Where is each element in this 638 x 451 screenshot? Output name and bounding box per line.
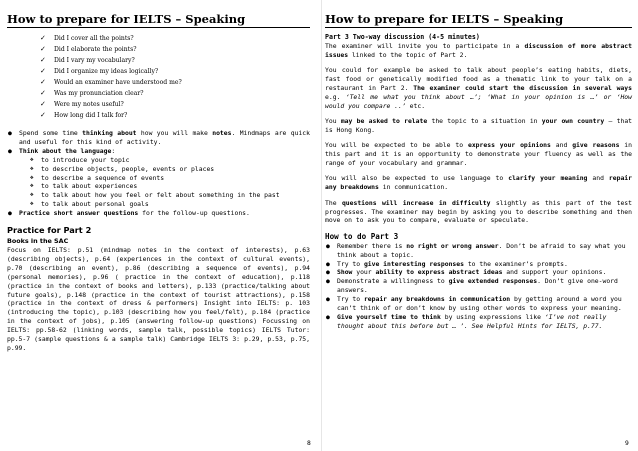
page-header: How to prepare for IELTS – Speaking xyxy=(325,12,632,28)
checklist-item: ✓ Would an examiner have understood me? xyxy=(40,78,182,86)
how-to-item: ● Give yourself time to think by using expressions like ‘I’ve not really thought about this before but … ’. See Helpful Hints for IELTS, p.77. xyxy=(326,313,607,330)
checkmark-icon: ✓ xyxy=(40,100,46,108)
paragraph: You will also be expected to use language to clarify your meaning and repair any breakdowns in communication. xyxy=(325,174,632,192)
part3-body xyxy=(325,42,632,225)
checkmark-icon: ✓ xyxy=(40,111,46,119)
checklist-item: ✓ How long did I talk for? xyxy=(40,111,128,119)
tip-language: ● Think about the language: ❖ to introduce your topic ❖ to describe objects, people, events or places ❖ to describe a sequence of events ❖ to talk about experiences ❖ to talk about how you feel or felt about something in the past ❖ to talk about personal goals xyxy=(7,147,310,209)
checklist-item: ✓ Were my notes useful? xyxy=(40,100,124,108)
paragraph: You will be expected to be able to express your opinions and give reasons in this part and it is an opportunity to demonstrate your fluency as well as the range of your vocabulary and grammar. xyxy=(325,141,633,168)
tip-short-answers: ● Practice short answer questions for the follow-up questions. xyxy=(8,209,250,218)
books-section xyxy=(7,237,310,353)
language-item: ❖ to describe objects, people, events or places xyxy=(30,164,215,173)
bullet-icon: ● xyxy=(326,259,330,268)
diamond-icon: ❖ xyxy=(30,200,34,208)
checkmark-icon: ✓ xyxy=(40,45,46,53)
practice-title: Practice for Part 2 xyxy=(7,225,92,236)
language-item: ❖ to introduce your topic xyxy=(30,155,130,164)
page-number: 8 xyxy=(307,440,311,447)
how-to-item: ● Demonstrate a willingness to give extended responses. Don’t give one-word answers. xyxy=(326,277,618,295)
checklist-item: ✓ Did I cover all the points? xyxy=(40,34,134,42)
bullet-icon: ● xyxy=(326,295,330,304)
bullet-icon: ● xyxy=(326,268,330,277)
checklist-item: ✓ Was my pronunciation clear? xyxy=(40,89,144,97)
how-to-title: How to do Part 3 xyxy=(325,231,399,241)
how-to-item: ● Remember there is no right or wrong answer. Don’t be afraid to say what you think about a topic. xyxy=(326,241,626,259)
diamond-icon: ❖ xyxy=(30,155,34,163)
checkmark-icon: ✓ xyxy=(40,78,46,86)
page-9 xyxy=(323,0,638,451)
paragraph: The questions will increase in difficulty slightly as this part of the test progresses. The examiner may begin by asking you to describe something and then move on to ask you to compare, evaluate or speculate. xyxy=(325,198,632,225)
diamond-icon: ❖ xyxy=(30,182,34,190)
language-item: ❖ to talk about personal goals xyxy=(30,200,149,209)
checklist-item: ✓ Did I organize my ideas logically? xyxy=(40,67,159,75)
self-check-list xyxy=(7,33,310,121)
diamond-icon: ❖ xyxy=(30,164,34,172)
page-number: 9 xyxy=(625,440,629,447)
checkmark-icon: ✓ xyxy=(40,89,46,97)
how-to-item: ● Try to give interesting responses to the examiner’s prompts. xyxy=(326,259,568,268)
diamond-icon: ❖ xyxy=(30,173,34,181)
paragraph: The examiner will invite you to participate in a discussion of more abstract issues linked to the topic of Part 2. xyxy=(325,42,632,59)
books-text: Focus on IELTS: p.51 (mindmap notes in the context of interests), p.63 (describing objects), p.64 (experiences in the context of cultural events), p.70 (describing an event), p.86 (describing a sequence of events), p.94 (personal memories), p.96 ( practice in the context of education), p.118 (practice in the context of books and letters), p.133 (practice/talking about future goals), p.148 (practice in the context of tourist attractions), p.158 (practice in the context of dress & performers) Insight into IELTS: p. 103 (introducing the topic), p.103 (describing how you feel/felt), p.104 (practice in the context of jobs), p.105 (answering follow-up questions) Focussing on IELTS: pp.58-62 (linking words, sample talk, possible topics) IELTS Tutor: pp.5-7 (sample questions & a sample talk) Cambridge IELTS 3: p.29, p.53, p.75, p.99. xyxy=(7,245,310,352)
bullet-icon: ● xyxy=(8,209,12,218)
page-header: How to prepare for IELTS – Speaking xyxy=(7,12,310,28)
checkmark-icon: ✓ xyxy=(40,56,46,64)
bullet-icon: ● xyxy=(326,277,330,286)
bullet-icon: ● xyxy=(8,129,12,137)
language-list xyxy=(19,156,310,209)
language-item: ❖ to talk about how you feel or felt about something in the past xyxy=(30,191,280,200)
how-to-item: ● Show your ability to express abstract ideas and support your opinions. xyxy=(326,268,607,277)
checklist-item: ✓ Did I elaborate the points? xyxy=(40,45,137,53)
paragraph: You may be asked to relate the topic to a situation in your own country – that is Hong Kong. xyxy=(325,117,633,135)
tip-notes: ● Spend some time thinking about how you will make notes. Mindmaps are quick and useful for this kind of activity. xyxy=(8,129,310,146)
books-title: Books in the SAC xyxy=(7,237,69,246)
bullet-icon: ● xyxy=(8,146,12,155)
page-gutter xyxy=(321,0,322,451)
how-to-item: ● Try to repair any breakdowns in communication by getting around a word you can’t think of or don’t know by using other words to express your meaning. xyxy=(326,295,622,313)
language-item: ❖ to describe a sequence of events xyxy=(30,173,165,182)
language-item: ❖ to talk about experiences xyxy=(30,182,138,191)
bullet-icon: ● xyxy=(326,241,330,250)
paragraph: You could for example be asked to talk about people’s eating habits, diets, fast food or genetically modified food as a thematic link to your talk on a restaurant in Part 2. The examiner could start the discussion in several ways e.g. ‘Tell me what you think about …’; ‘What in your opinion is …’ or ‘How would you compare ..’ etc. xyxy=(325,66,632,110)
bullet-icon: ● xyxy=(326,313,330,321)
diamond-icon: ❖ xyxy=(30,191,34,199)
how-to-list xyxy=(325,242,632,331)
tips-list xyxy=(7,129,310,218)
checkmark-icon: ✓ xyxy=(40,67,46,75)
checklist-item: ✓ Did I vary my vocabulary? xyxy=(40,56,135,64)
part3-title: Part 3 Two-way discussion (4-5 minutes) xyxy=(325,33,480,41)
checkmark-icon: ✓ xyxy=(40,34,46,42)
